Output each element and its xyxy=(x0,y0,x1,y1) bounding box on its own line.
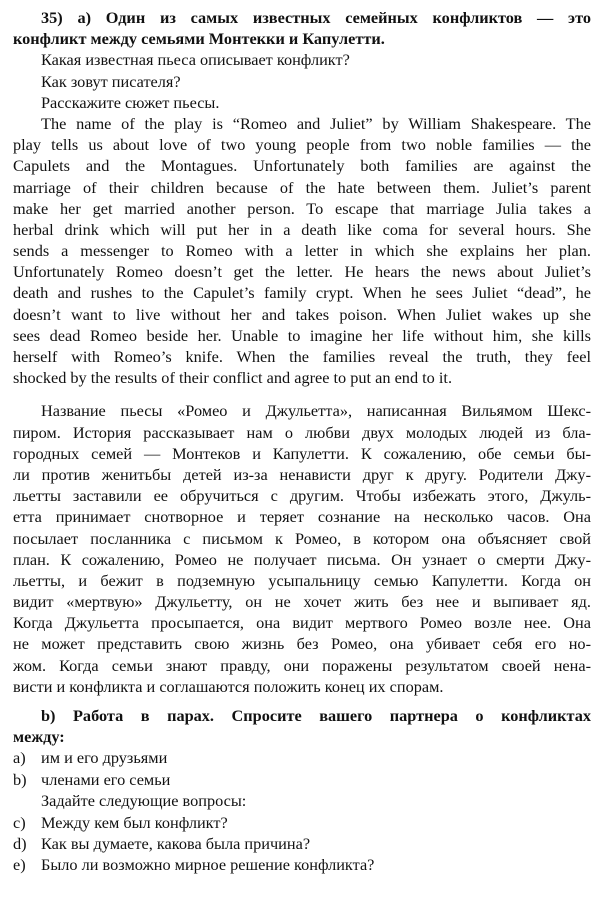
list-item xyxy=(13,769,591,790)
text-line: план. К сожалению, Ромео не получает письма. Он узнает о смерти Джу- xyxy=(13,549,591,569)
text-line: посылает посланника с письмом к Ромео, в котором она объясняет свой xyxy=(13,528,591,548)
text-line: herself with Romeo’s knife. When the families reveal the truth, they feel xyxy=(13,347,591,366)
text-line: висти и конфликта и соглашаются положить конец их спорам. xyxy=(13,676,444,696)
list-marker: b) xyxy=(13,769,27,789)
question: Как зовут писателя? xyxy=(41,71,181,91)
text-line: The name of the play is “Romeo and Juliet” by William Shakespeare. The xyxy=(41,113,591,133)
list-item xyxy=(13,812,591,833)
list-text: Между кем был конфликт? xyxy=(41,812,228,832)
text-line: Название пьесы «Ромео и Джульетта», написанная Вильямом Шекс- xyxy=(41,401,591,421)
question: Расскажите сюжет пьесы. xyxy=(41,92,220,112)
text-line: городных семей — Монтеков и Капулетти. К сожалению, обе семьи бы- xyxy=(13,443,591,463)
textbook-page xyxy=(13,7,591,876)
text-line: льетты, и бежит в подземную усыпальницу семью Капулетти. Когда он xyxy=(13,570,591,590)
task-a-title-line: конфликт между семьями Монтекки и Капулетти. xyxy=(13,29,385,49)
text-line: death and rushes to the Capulet’s family crypt. When he sees Juliet “dead”, he xyxy=(13,283,591,303)
subheading xyxy=(13,790,591,811)
russian-paragraph xyxy=(13,400,591,697)
text-line: play tells us about love of two young people from two noble families — the xyxy=(13,135,591,155)
list-text: Как вы думаете, какова была причина? xyxy=(41,833,311,853)
text-line: marriage of their children because of the hate between them. Juliet’s parent xyxy=(13,177,591,197)
subheading-text: Задайте следующие вопросы: xyxy=(41,791,247,811)
list-item xyxy=(13,747,591,768)
text-line: Когда Джульетта просыпается, она видит мертвого Ромео возле нее. Она xyxy=(13,613,591,633)
list-marker: d) xyxy=(13,833,27,853)
text-line: shocked by the results of their conflict and agree to put an end to it. xyxy=(13,368,453,388)
text-line: льетты заставили ее обручиться с другим. Чтобы избежать этого, Джуль- xyxy=(13,486,591,506)
english-paragraph xyxy=(13,113,591,388)
text-line: herbal drink which will put her in a death like coma for several hours. She xyxy=(13,219,591,239)
text-line: sees dead Romeo beside her. Unable to imagine her life without him, she kills xyxy=(13,325,591,345)
list-item xyxy=(13,854,591,875)
question: Какая известная пьеса описывает конфликт? xyxy=(41,50,350,70)
text-line: ли против женитьбы детей из-за ненависти друг к другу. Родители Джу- xyxy=(13,464,591,484)
task-b-title-line: b) Работа в парах. Спросите вашего партнера о конфликтах xyxy=(41,706,591,725)
list-item xyxy=(13,833,591,854)
list-text: членами его семьи xyxy=(41,769,171,789)
task-a-title-line: 35) a) Один из самых известных семейных конфликтов — это xyxy=(41,8,591,27)
list-text: им и его друзьями xyxy=(41,748,168,768)
text-line: пиром. История рассказывает нам о любви двух молодых людей из бла- xyxy=(13,422,591,442)
list-marker: a) xyxy=(13,748,26,768)
text-line: Unfortunately Romeo doesn’t get the letter. He hears the news about Juliet’s xyxy=(13,262,591,282)
text-line: doesn’t want to live without her and takes poison. When Juliet wakes up she xyxy=(13,304,591,324)
text-line: видит «мертвую» Джульетту, он не хочет жить без нее и выпивает яд. xyxy=(13,592,591,612)
list-marker: e) xyxy=(13,855,26,875)
text-line: етта принимает снотворное и теряет сознание на несколько часов. Она xyxy=(13,507,591,527)
text-line: не может представить свою жизнь без Ромео, она убивает себя его но- xyxy=(13,634,591,654)
list-text: Было ли возможно мирное решение конфликта? xyxy=(41,855,375,875)
list-marker: c) xyxy=(13,812,26,832)
text-line: make her get married another person. To escape that marriage Julia takes a xyxy=(13,198,591,218)
text-line: sends a messenger to Romeo with a letter in which she explains her plan. xyxy=(13,241,591,261)
task-b-title-line: между: xyxy=(13,727,65,747)
text-line: жом. Когда семьи знают правду, они поражены результатом своей нена- xyxy=(13,655,591,675)
text-line: Capulets and the Montagues. Unfortunately both families are against the xyxy=(13,156,591,176)
